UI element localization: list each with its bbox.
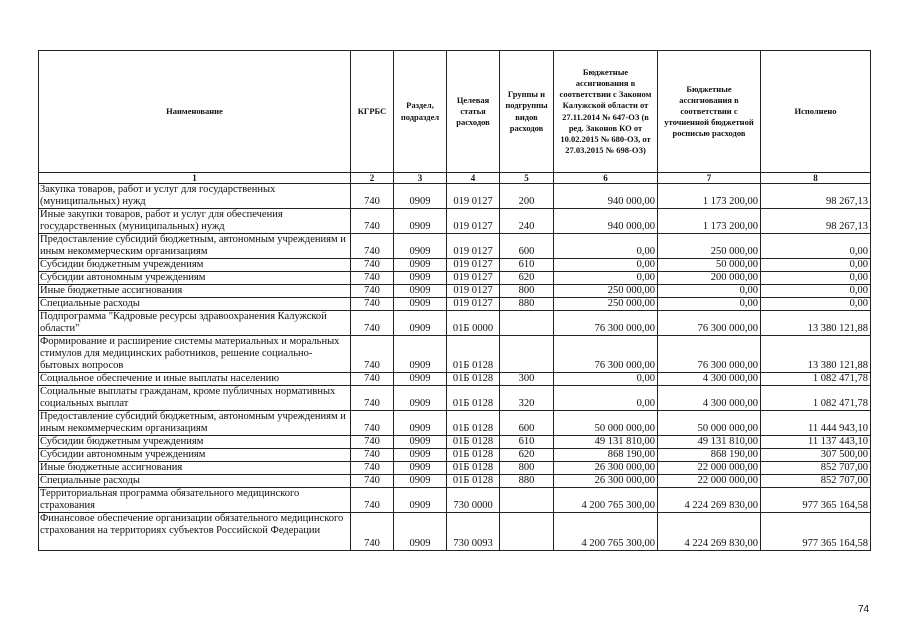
column-number: 7 xyxy=(658,173,761,184)
row-law-allocation: 0,00 xyxy=(554,272,658,285)
row-target-article: 019 0127 xyxy=(447,184,500,209)
row-name: Финансовое обеспечение организации обязательного медицинского страхования на территориях субъектов Российской Федерации xyxy=(39,513,351,551)
table-row xyxy=(39,411,871,436)
row-expense-group: 610 xyxy=(500,259,554,272)
row-refined-allocation: 50 000,00 xyxy=(658,259,761,272)
table-row xyxy=(39,373,871,386)
row-refined-allocation: 4 224 269 830,00 xyxy=(658,513,761,551)
row-target-article: 019 0127 xyxy=(447,209,500,234)
row-refined-allocation: 0,00 xyxy=(658,298,761,311)
row-law-allocation: 76 300 000,00 xyxy=(554,336,658,373)
row-expense-group: 600 xyxy=(500,234,554,259)
row-kgrbs: 740 xyxy=(351,259,394,272)
row-section: 0909 xyxy=(394,386,447,411)
table-row xyxy=(39,234,871,259)
row-section: 0909 xyxy=(394,462,447,475)
row-name: Субсидии автономным учреждениям xyxy=(39,449,351,462)
row-kgrbs: 740 xyxy=(351,513,394,551)
table-row xyxy=(39,475,871,488)
row-name: Подпрограмма "Кадровые ресурсы здравоохранения Калужской области" xyxy=(39,311,351,336)
row-target-article: 019 0127 xyxy=(447,234,500,259)
row-section: 0909 xyxy=(394,436,447,449)
row-refined-allocation: 4 300 000,00 xyxy=(658,386,761,411)
row-section: 0909 xyxy=(394,513,447,551)
row-law-allocation: 0,00 xyxy=(554,259,658,272)
header-row xyxy=(39,51,871,173)
row-kgrbs: 740 xyxy=(351,272,394,285)
row-executed: 1 082 471,78 xyxy=(761,386,871,411)
row-expense-group: 320 xyxy=(500,386,554,411)
row-name: Иные закупки товаров, работ и услуг для обеспечения государственных (муниципальных) нужд xyxy=(39,209,351,234)
budget-table xyxy=(38,50,871,551)
row-executed: 13 380 121,88 xyxy=(761,336,871,373)
row-name: Социальное обеспечение и иные выплаты населению xyxy=(39,373,351,386)
row-executed: 11 137 443,10 xyxy=(761,436,871,449)
table-row xyxy=(39,259,871,272)
header-name: Наименование xyxy=(39,51,351,173)
column-number-row xyxy=(39,173,871,184)
table-row xyxy=(39,184,871,209)
header-section: Раздел, подраздел xyxy=(394,51,447,173)
table-row xyxy=(39,449,871,462)
row-expense-group: 600 xyxy=(500,411,554,436)
row-section: 0909 xyxy=(394,373,447,386)
row-expense-group: 240 xyxy=(500,209,554,234)
row-expense-group xyxy=(500,336,554,373)
row-name: Субсидии автономным учреждениям xyxy=(39,272,351,285)
row-refined-allocation: 1 173 200,00 xyxy=(658,184,761,209)
row-executed: 0,00 xyxy=(761,234,871,259)
row-section: 0909 xyxy=(394,285,447,298)
table-row xyxy=(39,436,871,449)
table-row xyxy=(39,462,871,475)
row-kgrbs: 740 xyxy=(351,488,394,513)
row-law-allocation: 0,00 xyxy=(554,234,658,259)
row-section: 0909 xyxy=(394,184,447,209)
row-name: Предоставление субсидий бюджетным, автономным учреждениям и иным некоммерческим организациям xyxy=(39,411,351,436)
row-refined-allocation: 76 300 000,00 xyxy=(658,311,761,336)
row-target-article: 730 0000 xyxy=(447,488,500,513)
row-kgrbs: 740 xyxy=(351,311,394,336)
table-row xyxy=(39,298,871,311)
row-kgrbs: 740 xyxy=(351,462,394,475)
row-name: Специальные расходы xyxy=(39,298,351,311)
row-target-article: 01Б 0128 xyxy=(447,462,500,475)
row-law-allocation: 4 200 765 300,00 xyxy=(554,513,658,551)
row-expense-group: 800 xyxy=(500,285,554,298)
row-expense-group: 610 xyxy=(500,436,554,449)
table-row xyxy=(39,336,871,373)
header-refined-allocation: Бюджетные ассигнования в соответствии с уточненной бюджетной росписью расходов xyxy=(658,51,761,173)
row-target-article: 01Б 0128 xyxy=(447,336,500,373)
table-row xyxy=(39,513,871,551)
row-section: 0909 xyxy=(394,488,447,513)
row-name: Формирование и расширение системы материальных и моральных стимулов для медицинских работников, решение социально-бытовых вопросов xyxy=(39,336,351,373)
column-number: 2 xyxy=(351,173,394,184)
row-expense-group xyxy=(500,513,554,551)
row-kgrbs: 740 xyxy=(351,373,394,386)
row-kgrbs: 740 xyxy=(351,184,394,209)
row-refined-allocation: 868 190,00 xyxy=(658,449,761,462)
row-law-allocation: 76 300 000,00 xyxy=(554,311,658,336)
header-executed: Исполнено xyxy=(761,51,871,173)
table-body xyxy=(39,184,871,551)
row-name: Закупка товаров, работ и услуг для государственных (муниципальных) нужд xyxy=(39,184,351,209)
row-refined-allocation: 200 000,00 xyxy=(658,272,761,285)
table-row xyxy=(39,272,871,285)
row-target-article: 01Б 0128 xyxy=(447,475,500,488)
row-expense-group: 200 xyxy=(500,184,554,209)
row-executed: 0,00 xyxy=(761,298,871,311)
column-number: 5 xyxy=(500,173,554,184)
table-row xyxy=(39,285,871,298)
row-section: 0909 xyxy=(394,475,447,488)
row-law-allocation: 50 000 000,00 xyxy=(554,411,658,436)
row-refined-allocation: 22 000 000,00 xyxy=(658,462,761,475)
table-row xyxy=(39,311,871,336)
row-executed: 11 444 943,10 xyxy=(761,411,871,436)
row-executed: 977 365 164,58 xyxy=(761,513,871,551)
row-name: Иные бюджетные ассигнования xyxy=(39,285,351,298)
row-name: Специальные расходы xyxy=(39,475,351,488)
row-refined-allocation: 76 300 000,00 xyxy=(658,336,761,373)
row-target-article: 01Б 0000 xyxy=(447,311,500,336)
row-kgrbs: 740 xyxy=(351,386,394,411)
row-section: 0909 xyxy=(394,411,447,436)
row-expense-group: 880 xyxy=(500,475,554,488)
row-name: Субсидии бюджетным учреждениям xyxy=(39,259,351,272)
row-refined-allocation: 22 000 000,00 xyxy=(658,475,761,488)
table-row xyxy=(39,488,871,513)
row-name: Социальные выплаты гражданам, кроме публичных нормативных социальных выплат xyxy=(39,386,351,411)
row-executed: 98 267,13 xyxy=(761,184,871,209)
row-name: Территориальная программа обязательного медицинского страхования xyxy=(39,488,351,513)
row-target-article: 019 0127 xyxy=(447,272,500,285)
row-law-allocation: 940 000,00 xyxy=(554,184,658,209)
row-section: 0909 xyxy=(394,298,447,311)
row-kgrbs: 740 xyxy=(351,436,394,449)
row-executed: 1 082 471,78 xyxy=(761,373,871,386)
column-number: 4 xyxy=(447,173,500,184)
row-law-allocation: 49 131 810,00 xyxy=(554,436,658,449)
row-executed: 13 380 121,88 xyxy=(761,311,871,336)
row-law-allocation: 250 000,00 xyxy=(554,285,658,298)
page-number: 74 xyxy=(858,604,870,615)
column-number: 6 xyxy=(554,173,658,184)
header-kgrbs: КГРБС xyxy=(351,51,394,173)
row-target-article: 01Б 0128 xyxy=(447,411,500,436)
table-row xyxy=(39,209,871,234)
row-refined-allocation: 49 131 810,00 xyxy=(658,436,761,449)
row-name: Субсидии бюджетным учреждениям xyxy=(39,436,351,449)
row-refined-allocation: 1 173 200,00 xyxy=(658,209,761,234)
header-law-allocation: Бюджетные ассигнования в соответствии с Законом Калужской области от 27.11.2014 № 647-ОЗ (в ред. Законов КО от 10.02.2015 № 680-ОЗ, от 27.03.2015 № 698-ОЗ) xyxy=(554,51,658,173)
row-law-allocation: 4 200 765 300,00 xyxy=(554,488,658,513)
row-kgrbs: 740 xyxy=(351,475,394,488)
row-target-article: 019 0127 xyxy=(447,298,500,311)
header-target-article: Целевая статья расходов xyxy=(447,51,500,173)
row-target-article: 01Б 0128 xyxy=(447,436,500,449)
row-refined-allocation: 4 224 269 830,00 xyxy=(658,488,761,513)
row-section: 0909 xyxy=(394,259,447,272)
row-target-article: 01Б 0128 xyxy=(447,373,500,386)
table-row xyxy=(39,386,871,411)
row-expense-group: 620 xyxy=(500,449,554,462)
row-expense-group xyxy=(500,311,554,336)
row-section: 0909 xyxy=(394,234,447,259)
row-kgrbs: 740 xyxy=(351,234,394,259)
row-section: 0909 xyxy=(394,311,447,336)
row-target-article: 01Б 0128 xyxy=(447,449,500,462)
row-law-allocation: 26 300 000,00 xyxy=(554,475,658,488)
row-expense-group: 300 xyxy=(500,373,554,386)
row-executed: 0,00 xyxy=(761,272,871,285)
row-refined-allocation: 4 300 000,00 xyxy=(658,373,761,386)
row-executed: 0,00 xyxy=(761,285,871,298)
row-expense-group: 880 xyxy=(500,298,554,311)
row-executed: 98 267,13 xyxy=(761,209,871,234)
row-section: 0909 xyxy=(394,209,447,234)
row-executed: 307 500,00 xyxy=(761,449,871,462)
row-executed: 852 707,00 xyxy=(761,462,871,475)
row-kgrbs: 740 xyxy=(351,411,394,436)
row-refined-allocation: 50 000 000,00 xyxy=(658,411,761,436)
row-executed: 977 365 164,58 xyxy=(761,488,871,513)
row-section: 0909 xyxy=(394,272,447,285)
row-law-allocation: 0,00 xyxy=(554,386,658,411)
row-target-article: 019 0127 xyxy=(447,259,500,272)
row-name: Предоставление субсидий бюджетным, автономным учреждениям и иным некоммерческим организациям xyxy=(39,234,351,259)
column-number: 3 xyxy=(394,173,447,184)
row-section: 0909 xyxy=(394,336,447,373)
column-number: 1 xyxy=(39,173,351,184)
row-executed: 852 707,00 xyxy=(761,475,871,488)
row-expense-group: 800 xyxy=(500,462,554,475)
row-law-allocation: 940 000,00 xyxy=(554,209,658,234)
column-number: 8 xyxy=(761,173,871,184)
header-expense-group: Группы и подгруппы видов расходов xyxy=(500,51,554,173)
row-kgrbs: 740 xyxy=(351,449,394,462)
row-executed: 0,00 xyxy=(761,259,871,272)
row-kgrbs: 740 xyxy=(351,285,394,298)
row-kgrbs: 740 xyxy=(351,298,394,311)
row-expense-group: 620 xyxy=(500,272,554,285)
row-target-article: 019 0127 xyxy=(447,285,500,298)
row-refined-allocation: 250 000,00 xyxy=(658,234,761,259)
row-law-allocation: 0,00 xyxy=(554,373,658,386)
row-refined-allocation: 0,00 xyxy=(658,285,761,298)
row-law-allocation: 868 190,00 xyxy=(554,449,658,462)
row-section: 0909 xyxy=(394,449,447,462)
row-kgrbs: 740 xyxy=(351,336,394,373)
row-target-article: 01Б 0128 xyxy=(447,386,500,411)
row-target-article: 730 0093 xyxy=(447,513,500,551)
row-law-allocation: 26 300 000,00 xyxy=(554,462,658,475)
row-expense-group xyxy=(500,488,554,513)
row-kgrbs: 740 xyxy=(351,209,394,234)
row-name: Иные бюджетные ассигнования xyxy=(39,462,351,475)
row-law-allocation: 250 000,00 xyxy=(554,298,658,311)
